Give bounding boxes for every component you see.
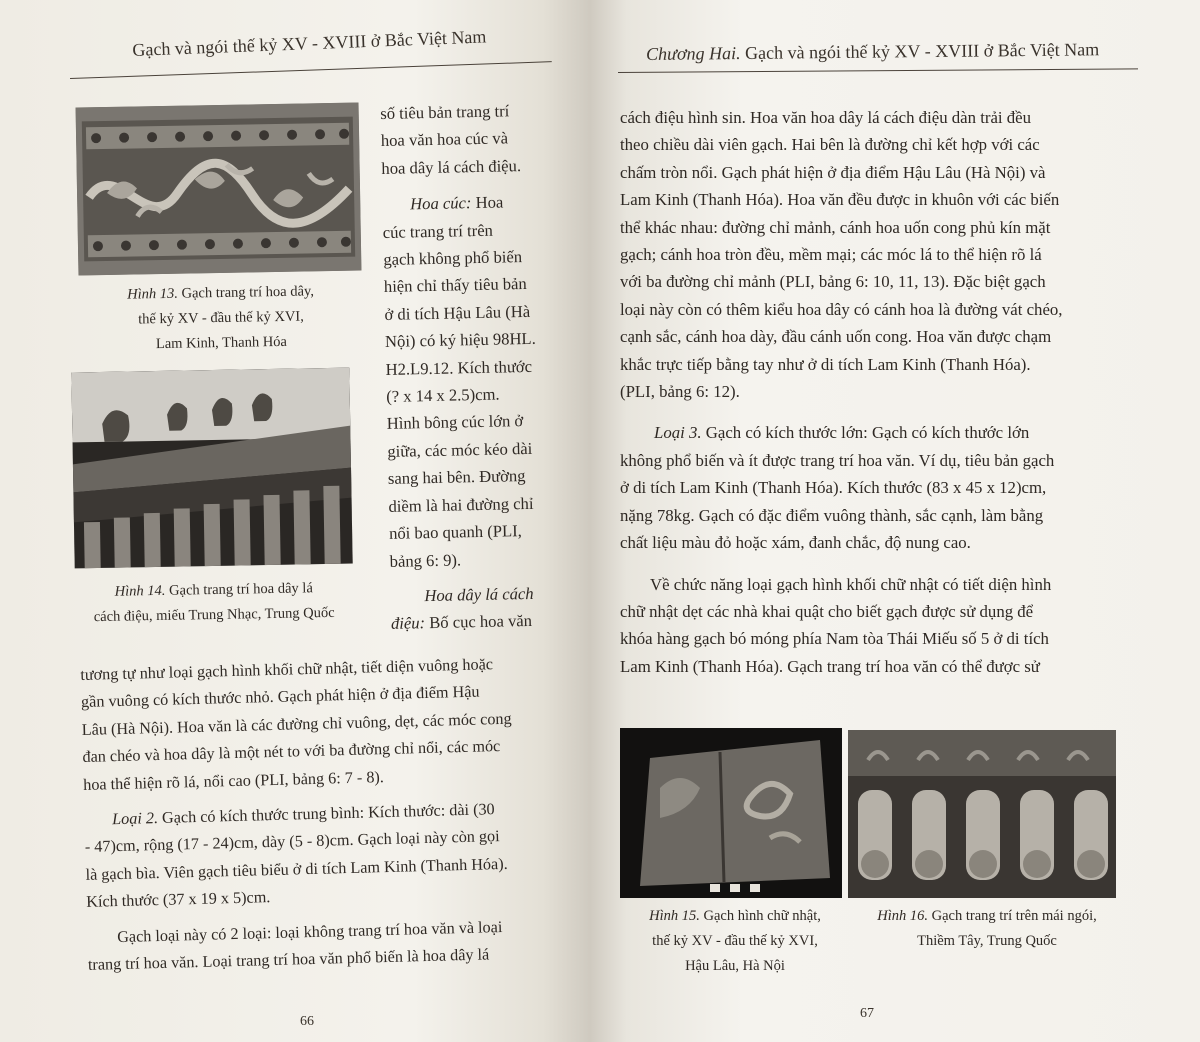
hoa-cuc-line: Nội) có ký hiệu 98HL. [384,329,536,352]
body-line: Lâu (Hà Nội). Hoa văn là các đường chỉ vuông, dẹt, các móc cong [81,709,512,739]
left-page [0,0,590,1042]
loai3-label: Loại 3. [654,423,702,443]
body-line: khóa hàng gạch bó móng phía Nam tòa Thái Miếu số 5 ở di tích [620,629,1049,649]
body-line: đan chéo và hoa dây là một nét to với ba đường chỉ nổi, các móc [82,737,501,767]
figure-15-line1: Gạch hình chữ nhật, [703,908,821,924]
figure-13-photo [76,103,362,276]
body-line: chữ nhật dẹt các nhà khai quật cho biết gạch được sử dụng để [620,601,1034,621]
figure-16-photo [848,730,1116,898]
figure-15-caption [610,904,860,979]
figure-14-photo [71,368,352,569]
column-line: hoa dây lá cách điệu. [381,155,522,178]
figure-15-label: Hình 15. [649,908,700,924]
carved-brick-image [620,728,842,898]
ornamental-brick-image [76,103,362,276]
figure-14-line2: cách điệu, miếu Trung Nhạc, Trung Quốc [93,604,335,626]
body-line: thể khác nhau: đường chỉ mảnh, cánh hoa uốn cong phủ kín mặt [620,217,1051,237]
body-line: hoa thể hiện rõ lá, nổi cao (PLI, bảng 6: 7 - 8). [82,767,385,794]
body-line: tương tự như loại gạch hình khối chữ nhật, tiết diện vuông hoặc [80,655,494,684]
hoa-day-la-label: Hoa dây lá cách [424,583,534,606]
figure-14-label: Hình 14. [114,582,166,600]
body-line: cách điệu hình sin. Hoa văn hoa dây lá cách điệu dàn trải đều [620,108,1031,127]
body-line: loại này còn có thêm kiểu hoa dây có cánh hoa là đường vát chéo, [620,299,1063,319]
body-line: là gạch bìa. Viên gạch tiêu biểu ở di tích Lam Kinh (Thanh Hóa). [85,854,508,884]
right-para-1 [620,104,1130,680]
running-head-chapter: Chương Hai. [646,43,741,64]
body-line: không phổ biến và ít được trang trí hoa văn. Ví dụ, tiêu bản gạch [620,450,1055,470]
right-page [590,0,1200,1042]
page-number: 66 [300,1014,314,1029]
running-head-title: Gạch và ngói thế kỷ XV - XVIII ở Bắc Việt Nam [744,39,1100,63]
column-line: hoa văn hoa cúc và [380,128,509,151]
header-rule [618,68,1138,73]
figure-13-line3: Lam Kinh, Thanh Hóa [155,333,288,353]
body-line: Lam Kinh (Thanh Hóa). Hoa văn đều được in khuôn với các biến [620,190,1060,210]
hoa-cuc-line: diềm là hai đường chỉ [388,493,534,516]
body-line: Về chức năng loại gạch hình khối chữ nhật có tiết diện hình [650,574,1052,594]
body-line: nặng 78kg. Gạch có đặc điểm vuông thành, sắc cạnh, làm bằng [620,505,1044,525]
body-line: (PLI, bảng 6: 12). [620,382,740,402]
body-line: Gạch có kích thước trung bình: Kích thước: dài (30 [161,800,495,827]
hoa-cuc-line: Hình bông cúc lớn ở [386,411,524,434]
figure-16-line2: Thiềm Tây, Trung Quốc [917,933,1057,949]
figure-15-line3: Hậu Lâu, Hà Nội [685,958,785,974]
body-line: chấm tròn nổi. Gạch phát hiện ở địa điểm Hậu Lâu (Hà Nội) và [620,162,1046,182]
figure-13-line2: thế kỷ XV - đầu thế kỷ XVI, [138,308,304,328]
column-line: số tiêu bản trang trí [380,101,510,123]
loai2-label: Loại 2. [111,809,159,829]
body-line: khắc trực tiếp bằng tay như ở di tích Lam Kinh (Thanh Hóa). [620,354,1031,374]
hoa-cuc-line: (? x 14 x 2.5)cm. [386,384,500,406]
hoa-cuc-line: H2.L9.12. Kích thước [385,356,533,379]
figure-16-label: Hình 16. [877,908,929,924]
roof-tiles-image [848,730,1116,898]
figure-13-label: Hình 13. [127,285,179,303]
body-line: Lam Kinh (Thanh Hóa). Gạch trang trí hoa văn có thể được sử [620,656,1040,676]
body-line: Gạch loại này có 2 loại: loại không trang trí hoa văn và loại [116,917,503,946]
running-head [646,39,1099,65]
figure-15-photo [620,728,842,898]
body-line: cạnh sắc, cánh hoa dày, đầu cánh uốn cong. Hoa văn được chạm [620,327,1052,347]
header-rule [70,61,552,79]
roof-ridge-image [71,368,352,569]
hoa-cuc-label: Hoa cúc: [409,193,472,214]
body-line: ở di tích Lam Kinh (Thanh Hóa). Kích thước (83 x 45 x 12)cm, [620,478,1047,498]
hoa-cuc-line: cúc trang trí trên [382,220,494,242]
figure-15-line2: thế kỷ XV - đầu thế kỷ XVI, [652,933,818,949]
hoa-day-la-label2: điệu: [390,613,426,634]
body-line: - 47)cm, rộng (17 - 24)cm, dày (5 - 8)cm. Gạch loại này còn gọi [84,827,500,857]
body-line: với ba đường chỉ mảnh (PLI, bảng 6: 10, 11, 13). Đặc biệt gạch [620,272,1046,292]
hoa-day-la-line: Bố cục hoa văn [429,611,533,633]
body-line: trang trí hoa văn. Loại trang trí hoa văn phổ biến là hoa dây lá [87,945,490,974]
body-line: gần vuông có kích thước nhỏ. Gạch phát hiện ở địa điểm Hậu [80,682,480,712]
body-line: theo chiều dài viên gạch. Hai bên là đường chỉ kết hợp với các [620,135,1040,155]
hoa-cuc-line: nổi bao quanh (PLI, [388,521,522,543]
left-lower-text [80,650,558,980]
hoa-cuc-line: giữa, các móc kéo dài [387,438,533,461]
figure-13-caption [75,278,366,358]
hoa-cuc-line: bảng 6: 9). [389,549,462,571]
body-line: gạch; cánh hoa tròn đều, mềm mại; các móc lá to thể hiện rõ lá [620,245,1042,265]
figure-14-line1: Gạch trang trí hoa dây lá [168,580,313,599]
running-head: Gạch và ngói thế kỷ XV - XVIII ở Bắc Việt Nam [132,26,487,60]
hoa-cuc-line: sang hai bên. Đường [387,466,526,489]
hoa-cuc-line: gạch không phổ biến [383,247,523,269]
left-column-text [380,96,561,637]
figure-16-line1: Gạch trang trí trên mái ngói, [931,908,1097,924]
body-line: Kích thước (37 x 19 x 5)cm. [86,888,271,912]
hoa-cuc-line: Hoa [475,192,504,213]
body-line: Gạch có kích thước lớn: Gạch có kích thước lớn [705,423,1030,443]
figure-14-caption [64,575,365,630]
hoa-cuc-line: hiện chỉ thấy tiêu bản [383,274,527,297]
figure-16-caption [852,904,1122,954]
page-number: 67 [860,1006,874,1021]
figure-13-line1: Gạch trang trí hoa dây, [181,283,315,302]
scale-bar [700,884,760,892]
body-line: chất liệu màu đỏ hoặc xám, đanh chắc, độ nung cao. [620,533,971,553]
hoa-cuc-line: ở di tích Hậu Lâu (Hà [384,301,531,324]
